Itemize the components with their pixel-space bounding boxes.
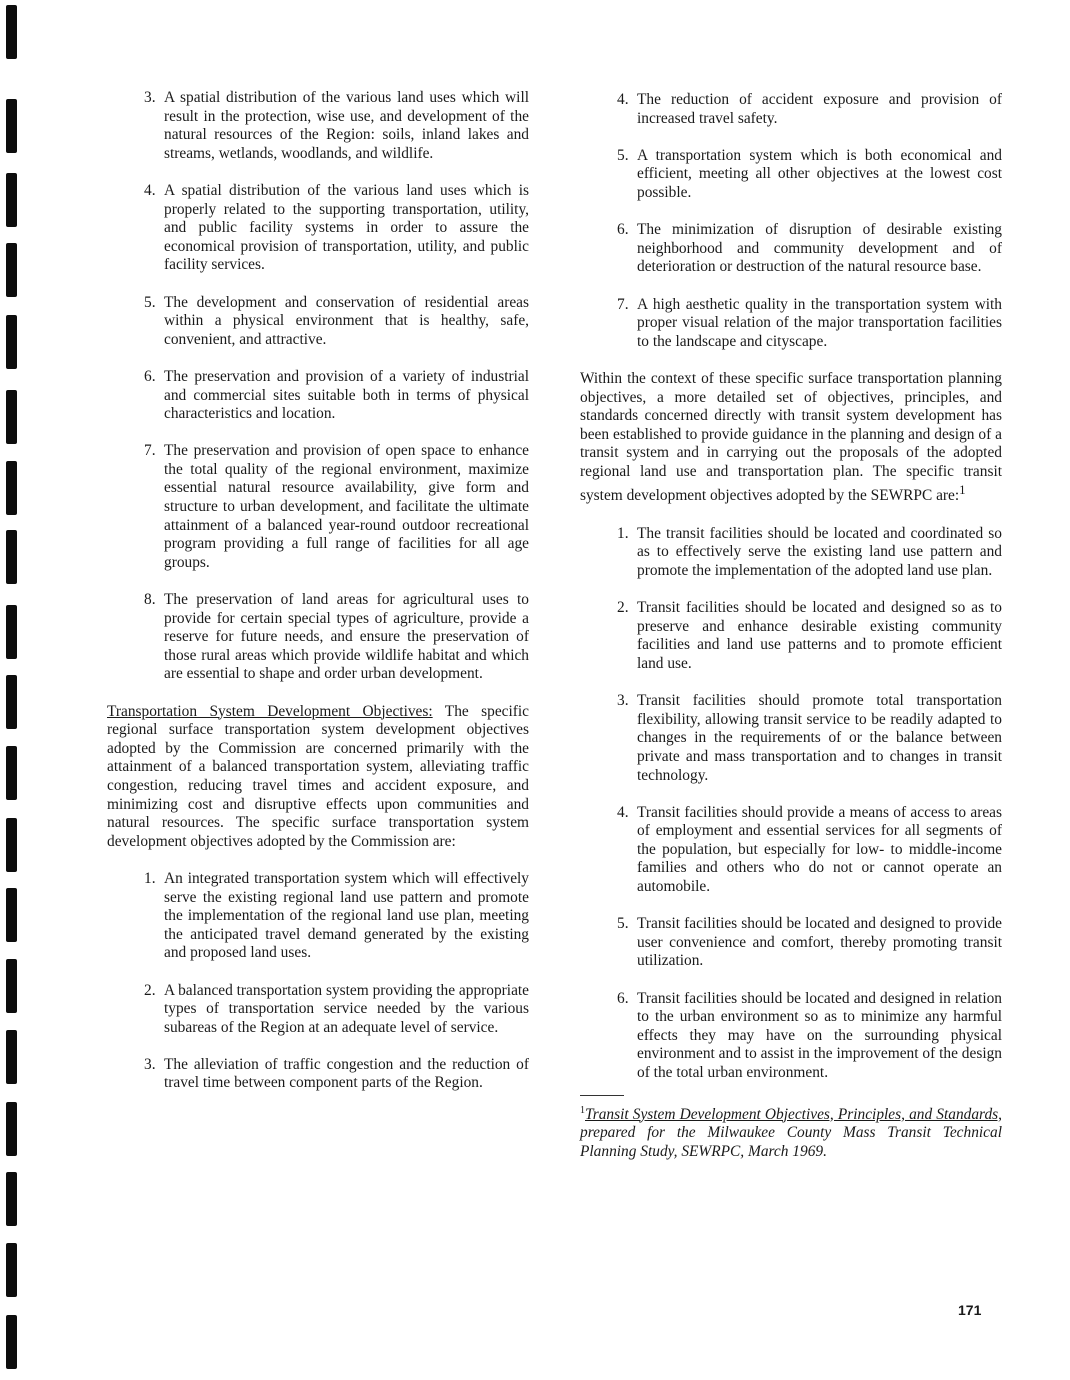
item-number: 3.: [144, 89, 156, 106]
binding-mark: [6, 888, 17, 942]
item-text: The preservation and provision of a variety of industrial and commercial sites suitable both in terms of physical characteristics and location.: [164, 367, 529, 423]
binding-mark: [6, 1243, 17, 1297]
binding-marks: [6, 0, 26, 1380]
list-item: [580, 525, 1002, 581]
item-number: 2.: [617, 599, 629, 617]
footnote-divider: [580, 1095, 624, 1096]
list-item: [580, 221, 1002, 277]
item-text: Transit facilities should promote total transportation flexibility, allowing transit service to be readily adapted to changes in the requirements of or the balance between private and mass transportation and to changes in transit technology.: [637, 692, 1002, 784]
paragraph-text: The specific regional surface transportation system development objectives adopted by the Commission are concerned primarily with the attainment of a balanced transportation system, alleviating traffic congestion, reducing travel times and accident exposure, and minimizing cost and disruptive effects upon communities and natural resources. The specific surface transportation system development objectives adopted by the Commission are:: [107, 702, 529, 850]
footnote-text: prepared for the Milwaukee County Mass Transit Technical Planning Study, SEWRPC, March 1969.: [580, 1124, 1002, 1160]
binding-mark: [6, 99, 17, 153]
item-number: 6.: [617, 989, 629, 1007]
binding-mark: [6, 243, 17, 297]
binding-mark: [6, 746, 17, 800]
paragraph-text: Within the context of these specific surface transportation planning objectives, a more detailed set of objectives, principles, and standards concerned directly with transit system development has been established to provide guidance in the planning and design of a transit system and in carrying out the proposals of the adopted regional land use and transportation plan. The specific transit system development objectives adopted by the SEWRPC are:: [580, 369, 1002, 505]
binding-mark: [6, 461, 17, 515]
item-number: 7.: [144, 442, 156, 460]
binding-mark: [6, 390, 17, 444]
item-text: A spatial distribution of the various land uses which will result in the protection, wise use, and development of the natural resources of the Region: soils, inland lakes and streams, wetlands, woodlands, and wildlife.: [164, 89, 529, 162]
binding-mark: [6, 530, 17, 584]
list-item: [107, 182, 529, 275]
section-heading: Transportation System Development Objectives:: [107, 702, 433, 720]
item-text: The preservation of land areas for agricultural uses to provide for certain special types of agriculture, provide a reserve for future needs, and ensure the preservation of those rural areas which provide wildlife habitat and which are essential to shape and order urban development.: [164, 591, 529, 683]
item-number: 5.: [144, 293, 156, 311]
item-number: 5.: [617, 146, 629, 164]
list-item: [107, 1056, 529, 1093]
list-item: [107, 982, 529, 1038]
list-item: [580, 91, 1002, 128]
item-number: 4.: [617, 803, 629, 821]
list-item: [107, 591, 529, 684]
item-text: A high aesthetic quality in the transportation system with proper visual relation of the major transportation facilities to the landscape and cityscape.: [637, 295, 1002, 350]
item-text: Transit facilities should be located and designed to provide user convenience and comfort, thereby promoting transit utilization.: [637, 915, 1002, 970]
transit-intro-paragraph: [580, 370, 1002, 506]
page-number: 171: [958, 1302, 982, 1318]
item-number: 4.: [144, 181, 156, 199]
item-text: A spatial distribution of the various land uses which is properly related to the supporting transportation, utility, and public facility systems in order to assure the economical provision of transportation, utility, and public facility services.: [164, 181, 529, 274]
item-number: 6.: [144, 367, 156, 385]
binding-mark: [6, 5, 17, 59]
item-number: 5.: [617, 915, 629, 933]
item-text: An integrated transportation system which will effectively serve the existing regional land use pattern and promote the implementation of the regional land use plan, meeting the anticipated travel demand generated by the existing and proposed land uses.: [164, 869, 529, 962]
item-text: A balanced transportation system providing the appropriate types of transportation service needed by the various subareas of the Region at an adequate level of service.: [164, 981, 530, 1036]
binding-mark: [6, 959, 17, 1013]
transport-intro-paragraph: [107, 703, 529, 852]
binding-mark: [6, 1102, 17, 1156]
item-number: 1.: [144, 869, 156, 887]
footnote: [580, 1102, 1002, 1162]
binding-mark: [6, 605, 17, 659]
binding-mark: [6, 1172, 17, 1226]
footnote-reference: 1: [959, 483, 966, 498]
list-item: [580, 296, 1002, 352]
item-number: 2.: [144, 981, 156, 999]
list-item: [580, 915, 1002, 971]
list-item: [580, 990, 1002, 1083]
list-item: [580, 804, 1002, 897]
binding-mark: [6, 315, 17, 369]
list-item: [107, 89, 529, 163]
item-number: 7.: [617, 295, 629, 313]
left-column: [107, 89, 529, 1112]
item-text: The minimization of disruption of desirable existing neighborhood and community development and of deterioration or destruction of the natural resource base.: [637, 221, 1002, 276]
item-number: 3.: [617, 692, 629, 710]
binding-mark: [6, 1315, 17, 1369]
item-number: 1.: [617, 524, 629, 542]
binding-mark: [6, 675, 17, 729]
list-item: [580, 599, 1002, 673]
item-text: The transit facilities should be located and coordinated so as to effectively serve the existing land use pattern and promote the implementation of the adopted land use plan.: [637, 524, 1002, 579]
list-item: [580, 147, 1002, 203]
item-text: The alleviation of traffic congestion and the reduction of travel time between component parts of the Region.: [164, 1055, 529, 1092]
list-item: [107, 870, 529, 963]
item-text: Transit facilities should be located and designed so as to preserve and enhance desirable existing community facilities and land use patterns and to promote efficient land use.: [637, 599, 1002, 672]
binding-mark: [6, 1030, 17, 1084]
item-text: Transit facilities should provide a means of access to areas of employment and essential services for all segments of the population, but especially for low- to middle-income families and others who do not or cannot operate an automobile.: [637, 803, 1002, 896]
item-text: A transportation system which is both economical and efficient, meeting all other objectives at the lowest cost possible.: [637, 146, 1002, 201]
item-text: The preservation and provision of open space to enhance the total quality of the regional environment, maximize essential natural resource availability, give form and structure to urban development, and facilitate the ultimate attainment of a balanced year-round outdoor recreational program providing a full range of facilities for all age groups.: [164, 442, 529, 571]
item-text: Transit facilities should be located and designed in relation to the urban environment so as to minimize any harmful effects they may have on the surrounding physical environment and to assist in the improvement of the design of the total urban environment.: [637, 989, 1002, 1081]
binding-mark: [6, 818, 17, 872]
list-item: [107, 368, 529, 424]
item-number: 3.: [144, 1055, 156, 1073]
item-number: 8.: [144, 591, 156, 609]
list-item: [580, 692, 1002, 785]
item-number: 4.: [617, 91, 629, 108]
item-text: The development and conservation of residential areas within a physical environment that is healthy, safe, convenient, and attractive.: [164, 293, 529, 348]
list-item: [107, 442, 529, 572]
footnote-marker: 1: [580, 1104, 585, 1116]
right-column: [580, 91, 1002, 1162]
item-text: The reduction of accident exposure and provision of increased travel safety.: [637, 91, 1002, 127]
footnote-title: Transit System Development Objectives, Principles, and Standards,: [585, 1105, 1002, 1123]
binding-mark: [6, 173, 17, 227]
item-number: 6.: [617, 221, 629, 239]
list-item: [107, 294, 529, 350]
